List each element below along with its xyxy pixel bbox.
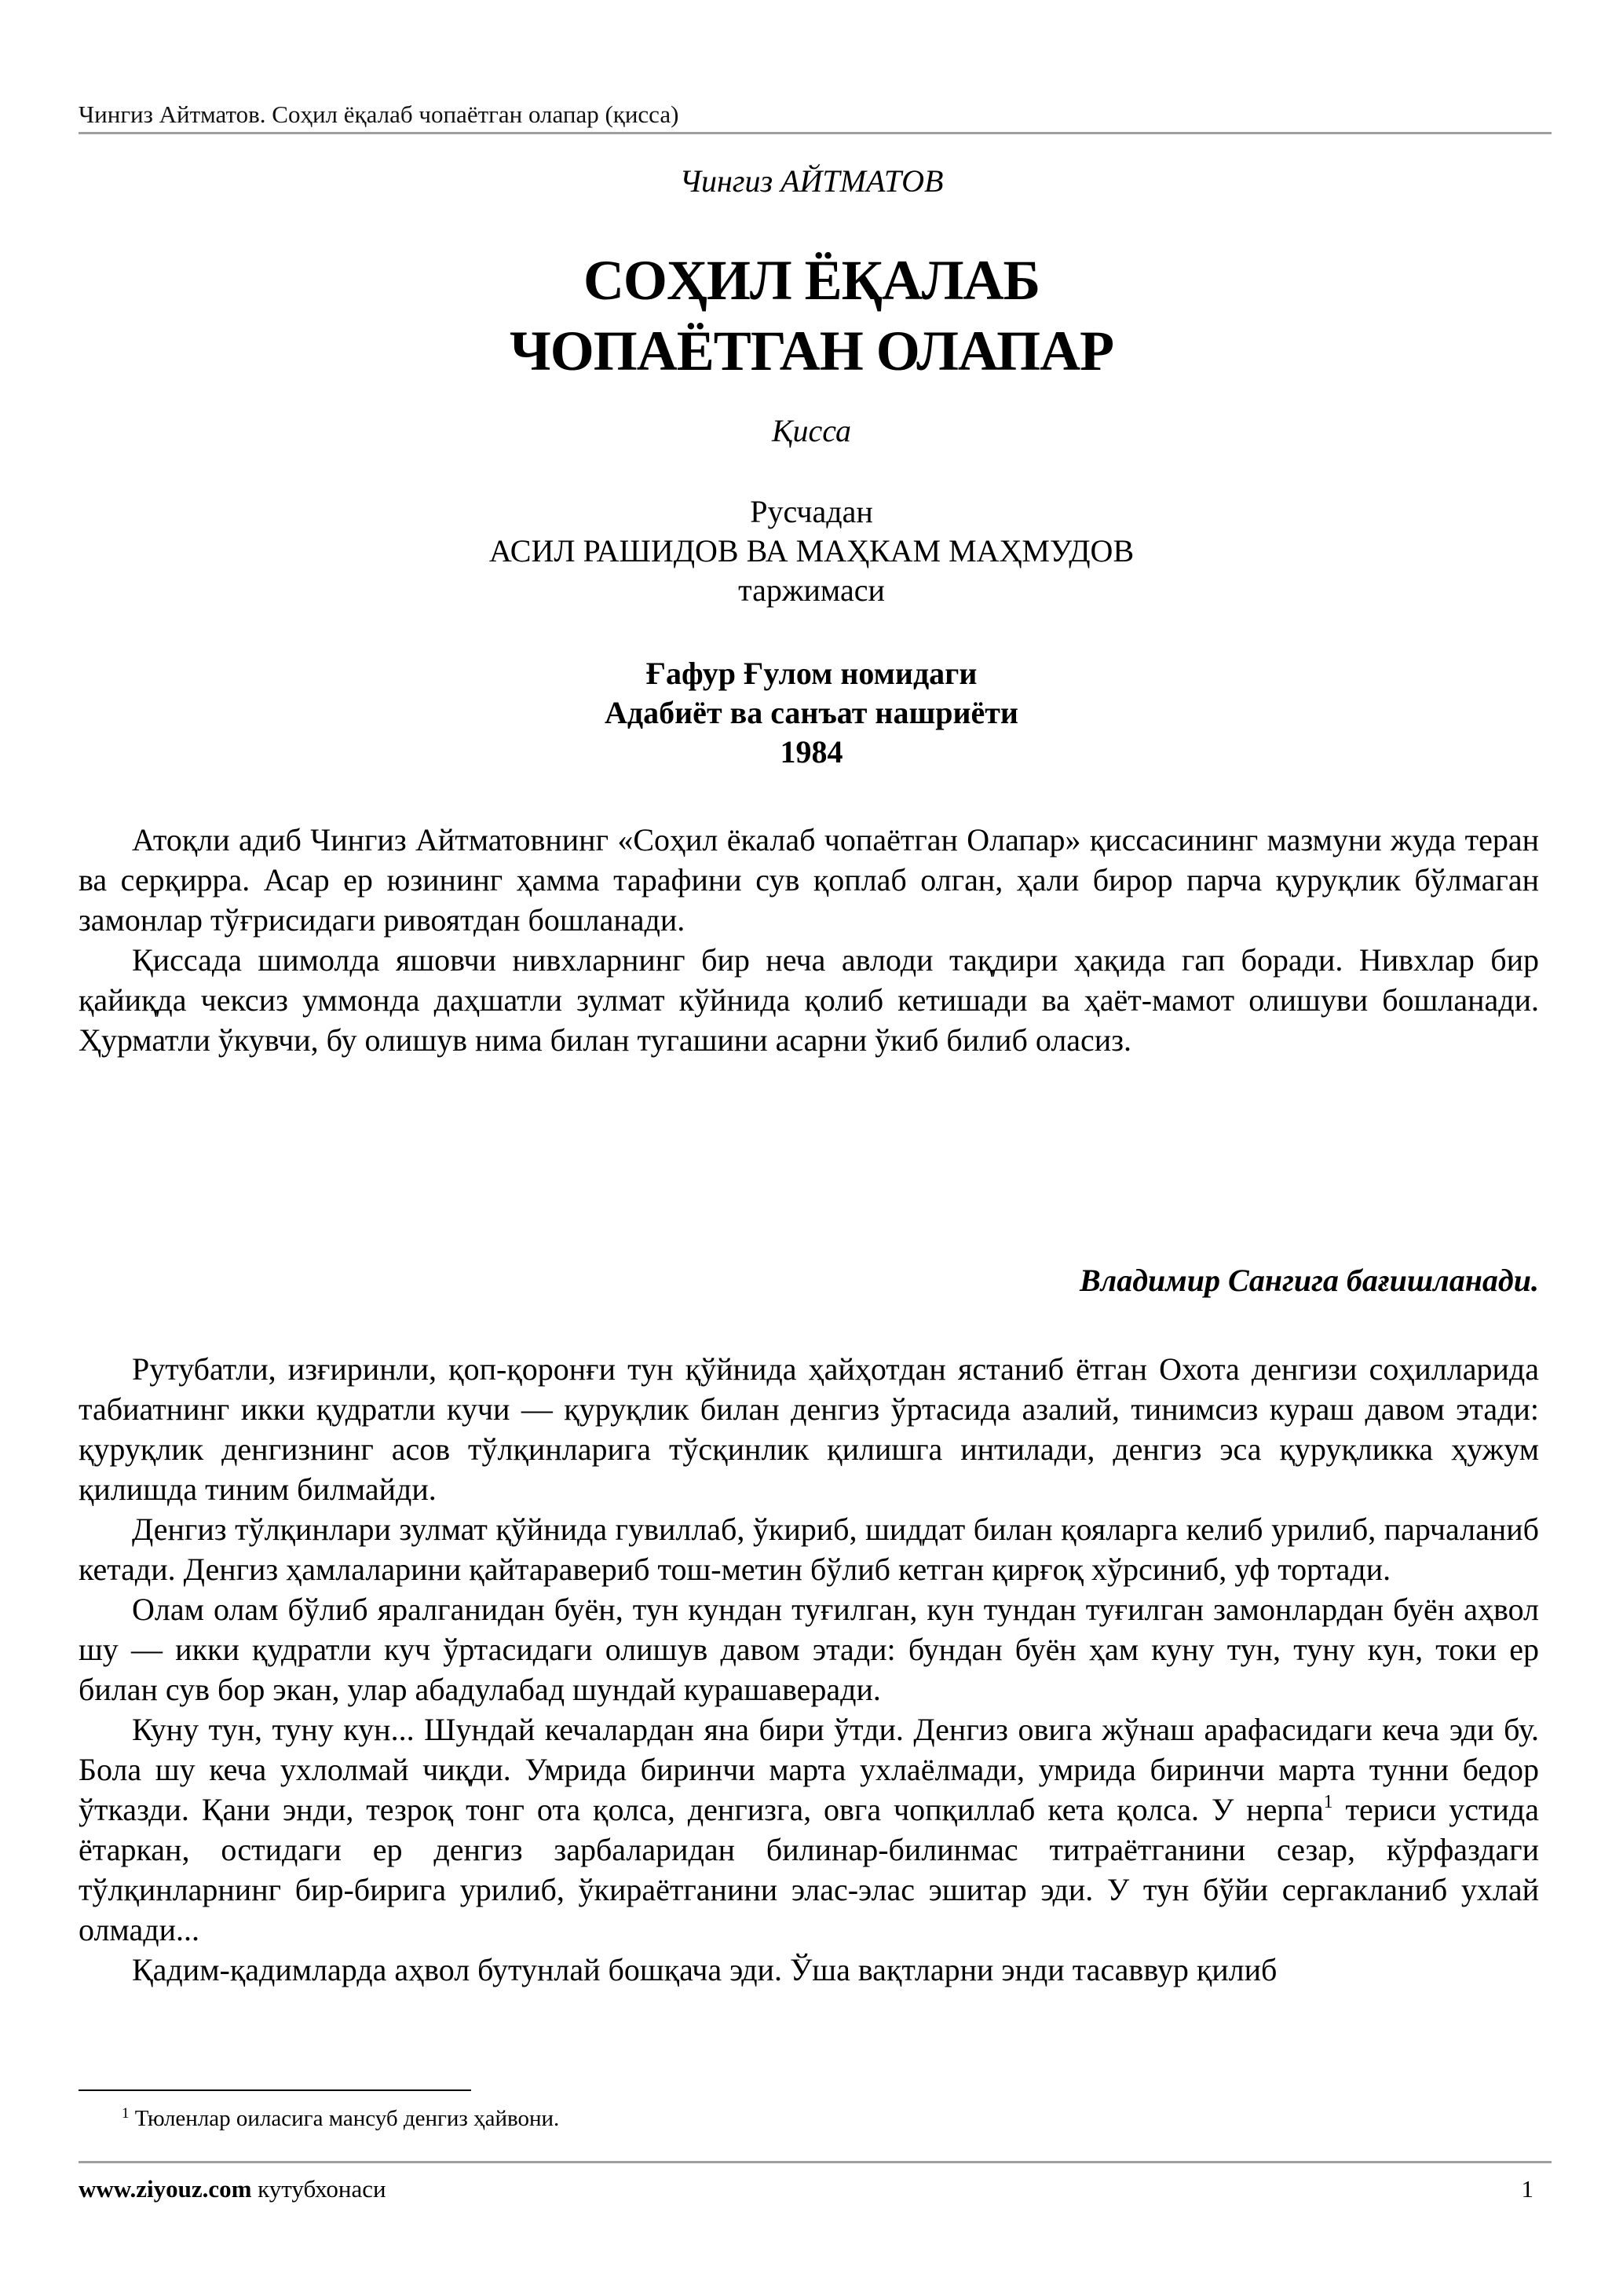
translation-label: таржимаси bbox=[738, 572, 885, 608]
footnote-marker: 1 bbox=[122, 2105, 130, 2122]
footnote bbox=[122, 2106, 559, 2132]
title-line-2: ЧОПАЁТГАН ОЛАПАР bbox=[509, 320, 1114, 382]
story-paragraph bbox=[79, 1709, 1539, 1950]
footer-label: кутубхонаси bbox=[258, 2175, 386, 2203]
footnote-reference[interactable]: 1 bbox=[1323, 1792, 1333, 1812]
footnote-divider bbox=[79, 2089, 471, 2091]
running-header: Чингиз Айтматов. Соҳил ёқалаб чопаётган олапар (қисса) bbox=[79, 101, 679, 128]
book-title bbox=[0, 245, 1623, 386]
header-divider bbox=[79, 132, 1552, 134]
story-paragraph-part: Куну тун, туну кун... Шундай кечалардан яна бири ўтди. Денгиз овига жўнаш арафасидаги кеча эди бу. Бола шу кеча ухлолмай чиқди. Умрида биринчи марта ухлаёлмади, умрида биринчи марта тунни бедор ўтказди. Қани энди, тезроқ тонг ота қолса, денгизга, овга чопқиллаб кета қолса. У нерпа bbox=[79, 1712, 1539, 1827]
dedication: Владимир Сангига бағишланади. bbox=[1080, 1263, 1539, 1298]
translation-from: Русчадан bbox=[750, 494, 873, 529]
author-name: Чингиз АЙТМАТОВ bbox=[679, 163, 944, 199]
publication-year: 1984 bbox=[780, 734, 843, 770]
footer-site-link[interactable]: www.ziyouz.com bbox=[79, 2175, 252, 2203]
publisher-line-2: Адабиёт ва санъат нашриёти bbox=[605, 695, 1018, 730]
publisher-line-1: Ғафур Ғулом номидаги bbox=[645, 656, 978, 691]
footer-divider bbox=[79, 2161, 1552, 2163]
story-text bbox=[79, 1349, 1539, 1990]
story-paragraph-part: териси устида ётаркан, остидаги ер денгиз зарбаларидан билинар-билинмас титраётганини сезар, кўрфаздаги тўлқинларнинг бир-бирига урилиб, ўкираётганини элас-элас эшитар эди. У тун бўйи сергакланиб ухлай олмади... bbox=[79, 1792, 1539, 1947]
story-paragraph: Олам олам бўлиб яралганидан буён, тун кундан туғилган, кун тундан туғилган замонлардан буён аҳвол шу — икки қудратли куч ўртасидаги олишув давом этади: бундан буён ҳам куну тун, туну кун, токи ер билан сув бор экан, улар абадулабад шундай курашаверади. bbox=[79, 1592, 1539, 1707]
intro-section bbox=[79, 820, 1539, 1060]
publisher-block bbox=[0, 654, 1623, 772]
footnote-text: Тюленлар оиласига мансуб денгиз ҳайвони. bbox=[134, 2106, 560, 2131]
story-paragraph: Денгиз тўлқинлари зулмат қўйнида гувиллаб, ўкириб, шиддат билан қояларга келиб урилиб, парчаланиб кетади. Денгиз ҳамлаларини қайтаравериб тош-метин бўлиб кетган қирғоқ хўрсиниб, уф тортади. bbox=[79, 1512, 1539, 1587]
story-paragraph: Рутубатли, изғиринли, қоп-қоронғи тун қўйнида ҳайҳотдан ястаниб ётган Охота денгизи соҳилларида табиатнинг икки қудратли кучи — қуруқлик билан денгиз ўртасида азалий, тинимсиз кураш давом этади: қуруқлик денгизнинг асов тўлқинларига тўсқинлик қилишга интилади, денгиз эса қуруқликка ҳужум қилишда тиним билмайди. bbox=[79, 1351, 1539, 1507]
story-paragraph: Қадим-қадимларда аҳвол бутунлай бошқача эди. Ўша вақтларни энди тасаввур қилиб bbox=[132, 1952, 1278, 1987]
translation-credit bbox=[0, 492, 1623, 610]
translators: АСИЛ РАШИДОВ ВА МАҲКАМ МАҲМУДОВ bbox=[488, 533, 1135, 569]
title-line-1: СОҲИЛ ЁҚАЛАБ bbox=[583, 249, 1040, 312]
genre-label: Қисса bbox=[771, 413, 852, 448]
footer-source bbox=[79, 2175, 386, 2203]
intro-paragraph: Қиссада шимолда яшовчи нивхларнинг бир неча авлоди тақдири ҳақида гап боради. Нивхлар бир қайиқда чексиз уммонда даҳшатли зулмат кўйнида қолиб кетишади ва ҳаёт-мамот олишуви бошланади. Ҳурматли ўкувчи, бу олишув нима билан тугашини асарни ўкиб билиб оласиз. bbox=[79, 942, 1539, 1058]
intro-paragraph: Атоқли адиб Чингиз Айтматовнинг «Соҳил ёкалаб чопаётган Олапар» қиссасининг мазмуни жуда теран ва серқирра. Асар ер юзининг ҳамма тарафини сув қоплаб олган, ҳали бирор парча қуруқлик бўлмаган замонлар тўғрисидаги ривоятдан бошланади. bbox=[79, 822, 1539, 938]
page-number: 1 bbox=[1521, 2175, 1533, 2203]
